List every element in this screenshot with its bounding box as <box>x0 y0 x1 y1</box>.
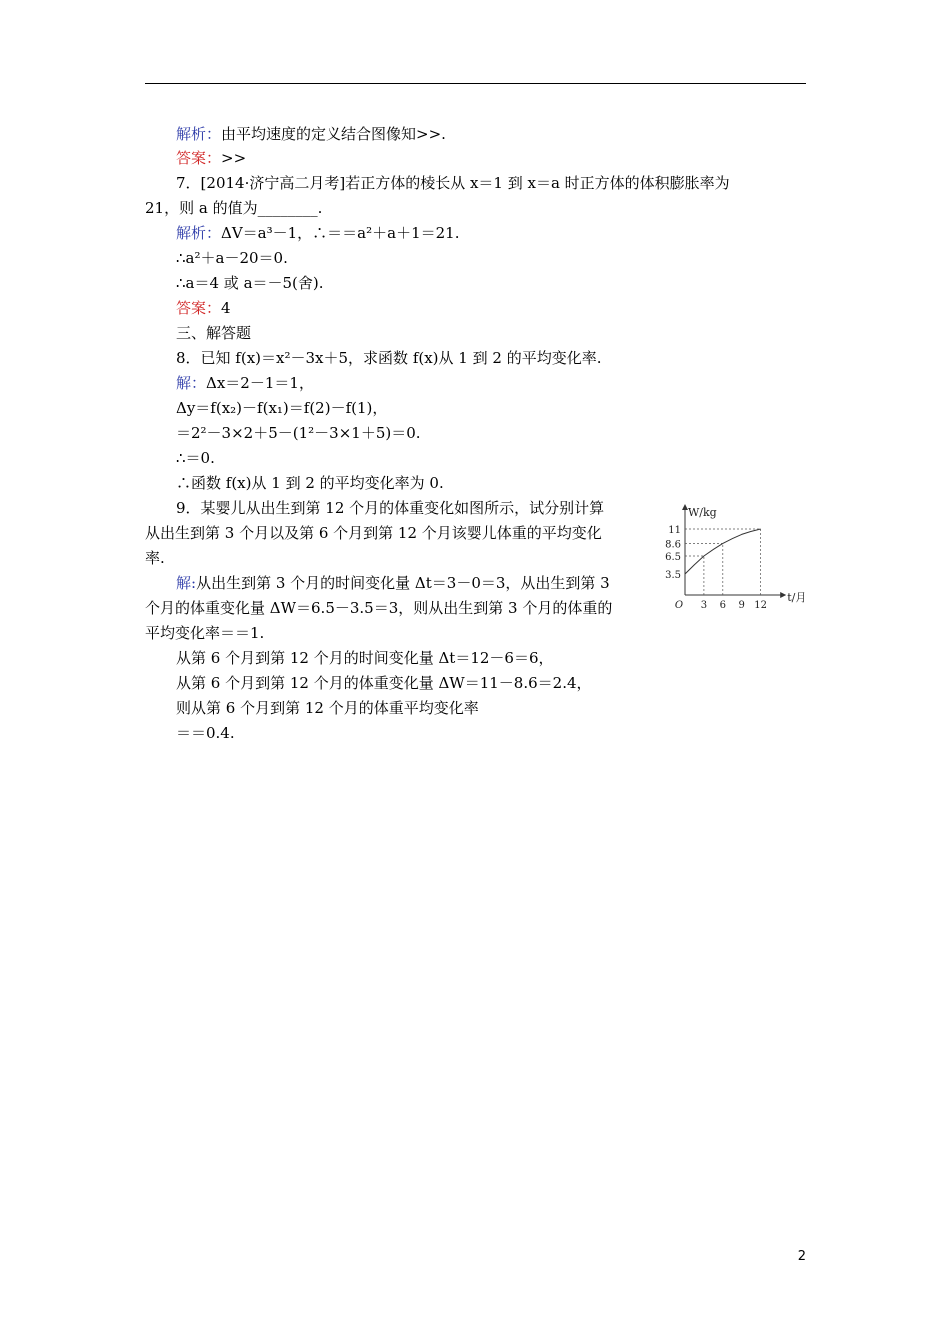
x-tick-label: 9 <box>738 600 745 611</box>
line-24: 则从第 6 个月到第 12 个月的体重平均变化率 <box>176 699 479 717</box>
line-19 <box>176 573 610 593</box>
y-axis-label: W/kg <box>688 506 717 519</box>
weight-chart <box>654 497 844 612</box>
x-axis-label: t/月 <box>787 591 807 604</box>
line-20: 个月的体重变化量 ΔW＝6.5－3.5＝3，则从出生到第 3 个月的体重的 <box>145 599 613 617</box>
question-7-cont: 21，则 a 的值为________. <box>145 199 323 217</box>
line-8 <box>176 298 231 318</box>
line-14: ∴＝0. <box>176 449 215 467</box>
y-tick-label: 8.6 <box>665 539 681 551</box>
line-5 <box>176 223 459 243</box>
y-tick-label: 3.5 <box>665 570 681 581</box>
question-9-end: 率. <box>145 549 165 567</box>
weight-curve <box>685 529 761 574</box>
line-22: 从第 6 个月到第 12 个月的时间变化量 Δt＝12－6＝6， <box>176 649 554 667</box>
answer-label: 答案： <box>176 299 222 317</box>
analysis-label: 解析： <box>176 125 222 143</box>
line-12: Δy＝f(x₂)－f(x₁)＝f(2)－f(1)， <box>176 399 388 417</box>
x-tick-label: 6 <box>719 600 726 611</box>
line-11 <box>176 373 314 393</box>
section-heading: 三、解答题 <box>176 324 252 342</box>
question-9-cont: 从出生到第 3 个月以及第 6 个月到第 12 个月该婴儿体重的平均变化 <box>145 524 602 542</box>
header-rule <box>145 83 806 84</box>
solution-label: 解: <box>176 574 197 592</box>
line-25: ＝＝0.4. <box>176 724 235 742</box>
line-6: ∴a²＋a－20＝0. <box>176 249 288 267</box>
analysis-label: 解析： <box>176 224 222 242</box>
line-21: 平均变化率＝＝1. <box>145 624 265 642</box>
solution-label: 解： <box>176 374 207 392</box>
line-1 <box>176 124 446 144</box>
x-tick-label: 3 <box>700 600 708 611</box>
line-text: Δx＝2－1＝1， <box>206 374 314 392</box>
line-7: ∴a＝4 或 a＝－5(舍). <box>176 274 324 292</box>
line-2 <box>176 148 246 168</box>
line-text: 由平均速度的定义结合图像知>>. <box>221 125 446 143</box>
line-text: 4 <box>221 299 231 317</box>
line-text: 从出生到第 3 个月的时间变化量 Δt＝3－0＝3，从出生到第 3 <box>196 574 610 592</box>
question-8: 8．已知 f(x)＝x²－3x＋5，求函数 f(x)从 1 到 2 的平均变化率. <box>176 349 602 367</box>
page-number: 2 <box>797 1249 806 1264</box>
question-9: 9．某婴儿从出生到第 12 个月的体重变化如图所示，试分别计算 <box>176 499 605 517</box>
line-15: ∴函数 f(x)从 1 到 2 的平均变化率为 0. <box>176 474 444 492</box>
answer-label: 答案： <box>176 149 222 167</box>
line-text: >> <box>221 149 247 167</box>
question-7: 7．[2014·济宁高二月考]若正方体的棱长从 x＝1 到 x＝a 时正方体的体积膨胀率为 <box>176 174 730 192</box>
y-tick-label: 6.5 <box>665 552 681 563</box>
line-23: 从第 6 个月到第 12 个月的体重变化量 ΔW＝11－8.6＝2.4， <box>176 674 592 692</box>
line-text: ΔV＝a³－1，∴＝＝a²＋a＋1＝21. <box>221 224 460 242</box>
x-tick-label: 12 <box>754 600 767 611</box>
y-tick-label: 11 <box>668 525 681 536</box>
origin-label: O <box>674 600 684 611</box>
line-13: ＝2²－3×2＋5－(1²－3×1＋5)＝0. <box>176 424 421 442</box>
